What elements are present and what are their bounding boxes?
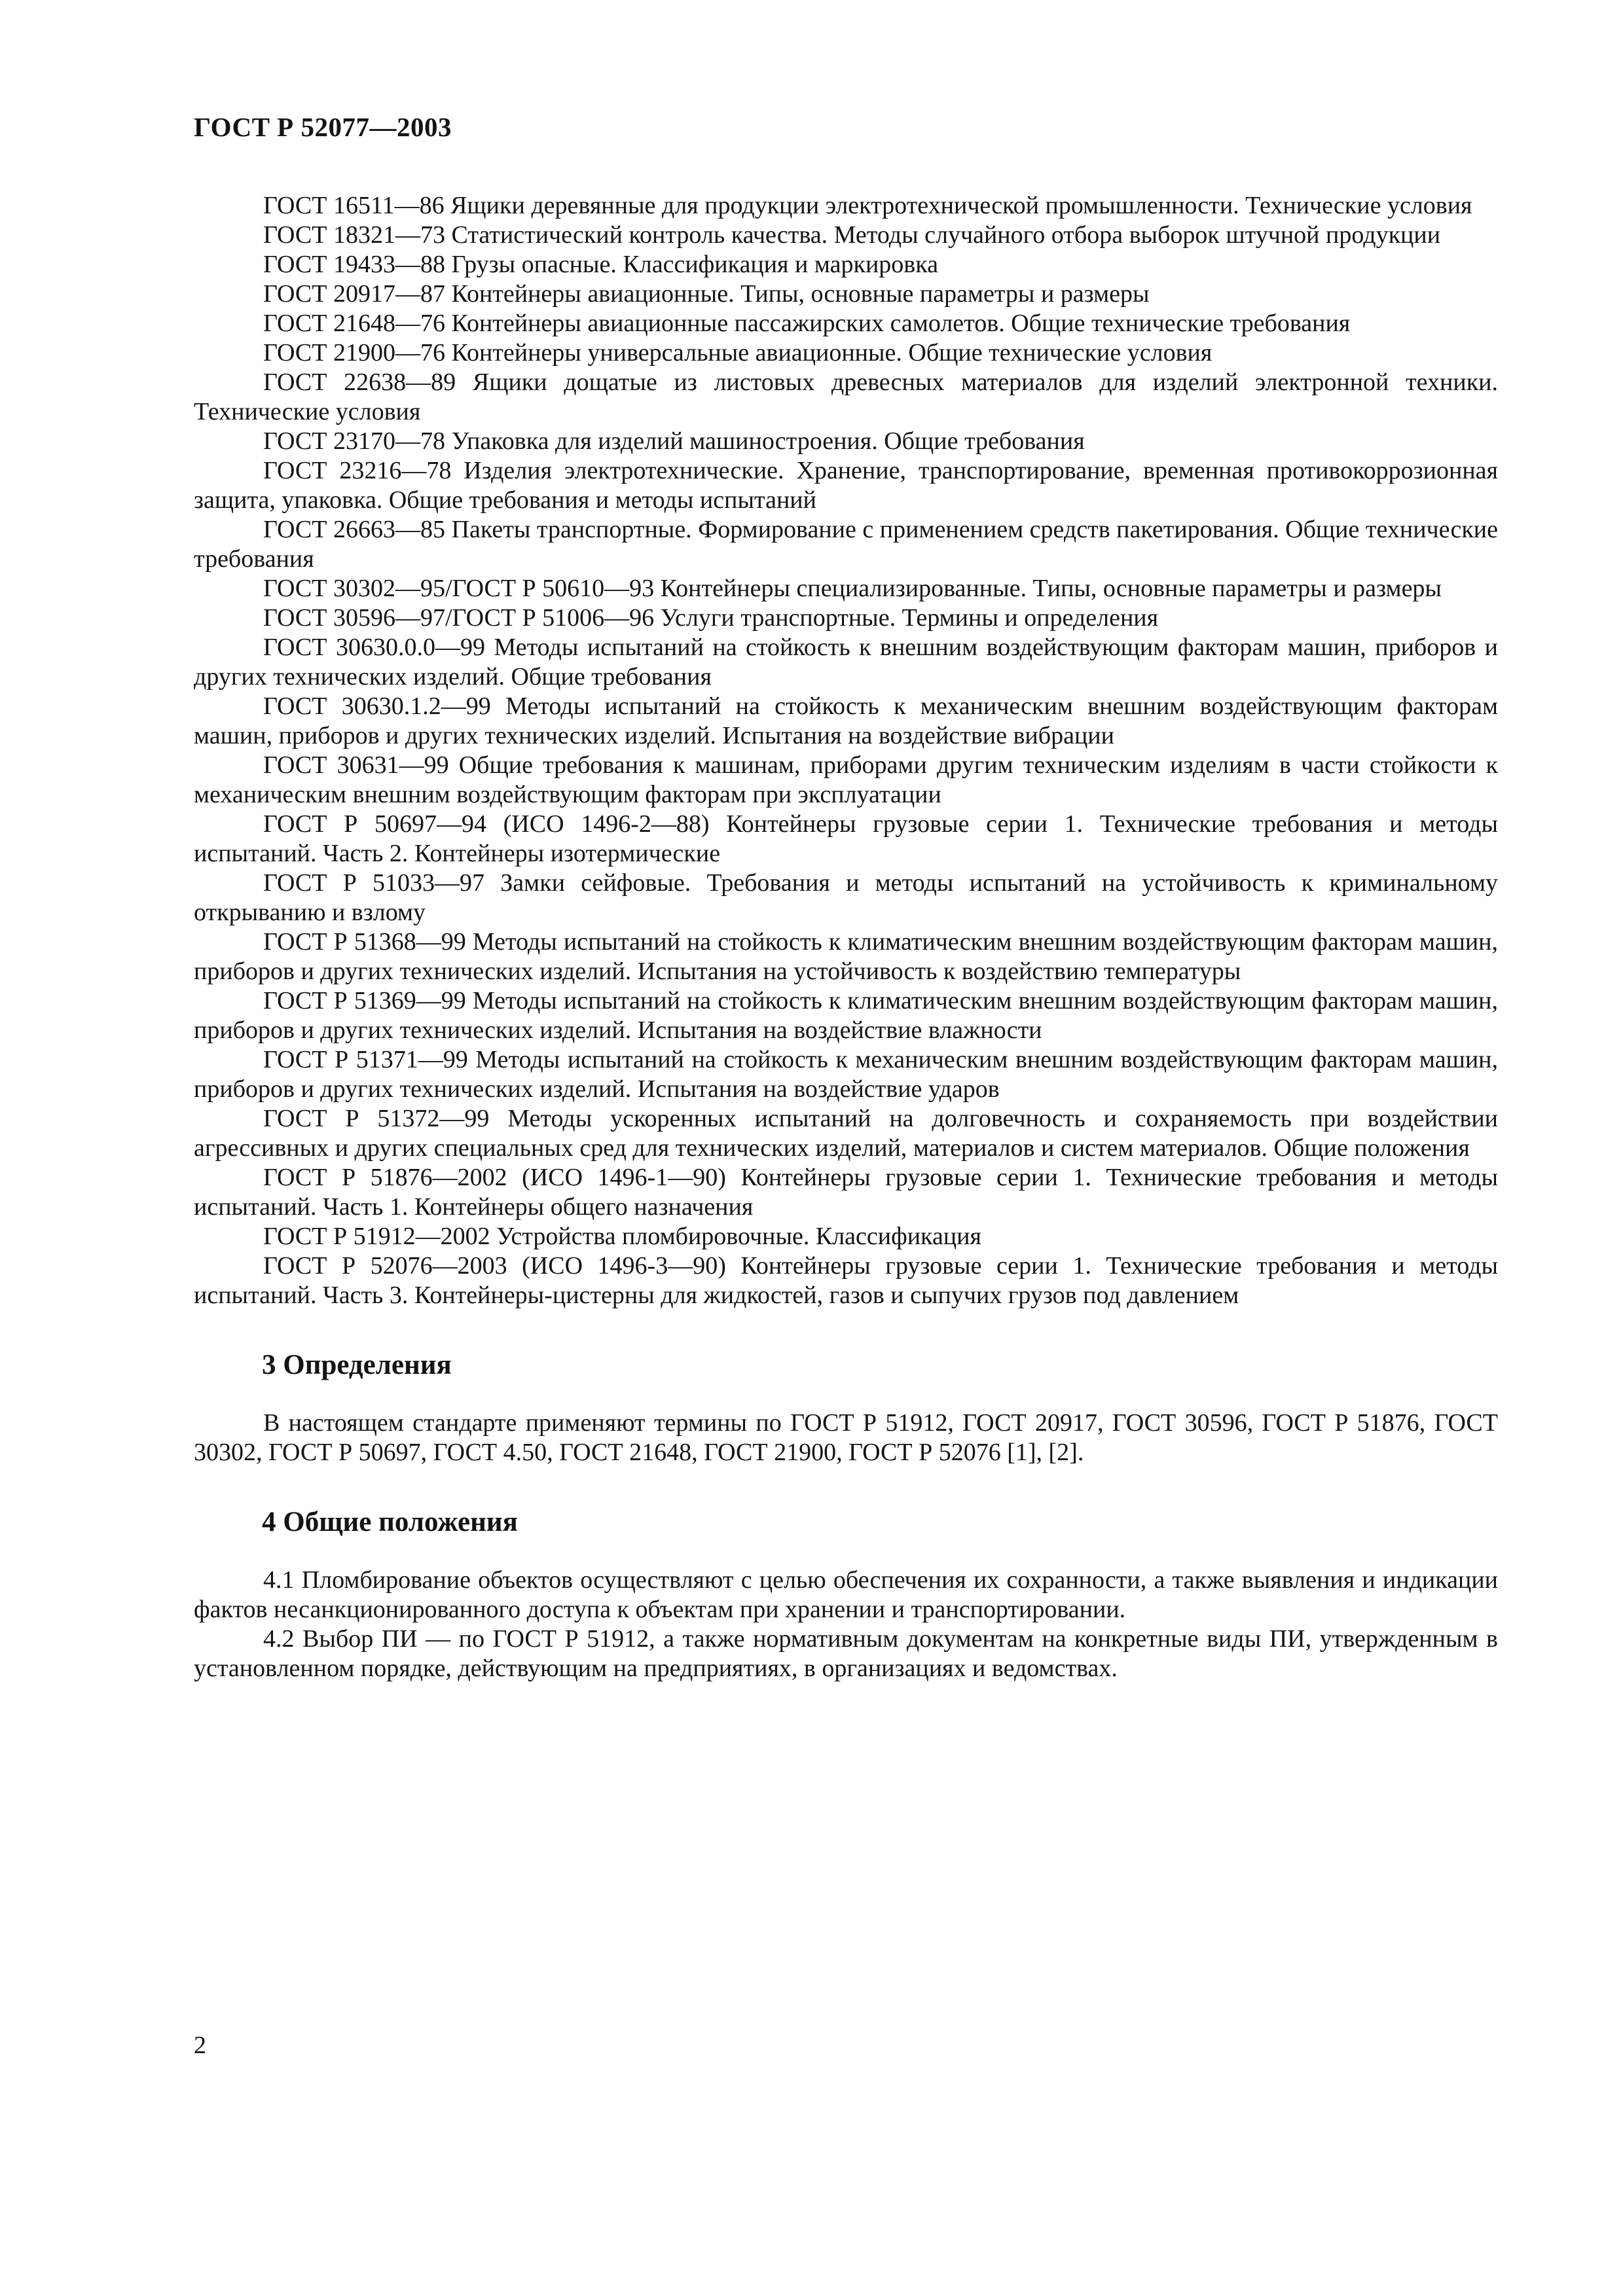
reference-code: ГОСТ 23216—78 bbox=[263, 457, 452, 484]
reference-text: Контейнеры грузовые серии 1. Технические требования и методы испытаний. Часть 3. Контейнеры-цистерны для жидкостей, газов и сыпучих грузов под давлением bbox=[194, 1252, 1498, 1309]
section-4-1-paragraph: 4.1 Пломбирование объектов осуществляют с целью обеспечения их сохранности, а также выявления и индикации фактов несанкционированного доступа к объектам при хранении и транспортировании. bbox=[194, 1566, 1498, 1623]
reference-code: ГОСТ 26663—85 bbox=[263, 516, 446, 543]
reference-item bbox=[194, 1251, 1498, 1310]
reference-item bbox=[194, 692, 1498, 751]
reference-item bbox=[194, 279, 1498, 309]
section-3-paragraph: В настоящем стандарте применяют термины по ГОСТ Р 51912, ГОСТ 20917, ГОСТ 30596, ГОСТ Р 51876, ГОСТ 30302, ГОСТ Р 50697, ГОСТ 4.50, ГОСТ 21648, ГОСТ 21900, ГОСТ Р 52076 [1], [2]. bbox=[194, 1409, 1498, 1466]
reference-text: Методы испытаний на стойкость к климатическим внешним воздействующим факторам машин, приборов и других технических изделий. Испытания на воздействие влажности bbox=[194, 987, 1499, 1044]
reference-item bbox=[194, 986, 1498, 1045]
reference-item bbox=[194, 221, 1498, 250]
reference-text: Упаковка для изделий машиностроения. Общие требования bbox=[451, 427, 1085, 455]
reference-text: Методы испытаний на стойкость к механическим внешним воздействующим факторам машин, приборов и других технических изделий. Испытания на воздействие ударов bbox=[194, 1046, 1499, 1103]
reference-item bbox=[194, 456, 1498, 515]
reference-text: Статистический контроль качества. Методы случайного отбора выборок штучной продукции bbox=[451, 221, 1441, 249]
page-number: 2 bbox=[194, 2032, 206, 2059]
reference-item bbox=[194, 810, 1498, 869]
reference-code: ГОСТ Р 51371—99 bbox=[263, 1046, 468, 1073]
reference-item bbox=[194, 1222, 1498, 1251]
reference-code: ГОСТ 30630.0.0—99 bbox=[263, 634, 485, 661]
reference-text: Изделия электротехнические. Хранение, транспортирование, временная противокоррозионная защита, упаковка. Общие требования и методы испытаний bbox=[194, 457, 1499, 514]
reference-item bbox=[194, 309, 1498, 338]
reference-code: ГОСТ 30302—95/ГОСТ Р 50610—93 bbox=[263, 575, 655, 602]
reference-text: Ящики деревянные для продукции электротехнической промышленности. Технические условия bbox=[450, 192, 1472, 219]
reference-item bbox=[194, 869, 1498, 927]
reference-item bbox=[194, 191, 1498, 221]
reference-item bbox=[194, 574, 1498, 603]
reference-code: ГОСТ Р 51369—99 bbox=[263, 987, 466, 1014]
reference-text: Ящики дощатые из листовых древесных материалов для изделий электронной техники. Технические условия bbox=[194, 368, 1498, 425]
reference-text: Устройства пломбировочные. Классификация bbox=[496, 1223, 981, 1250]
section-4-title: 4 Общие положения bbox=[262, 1507, 518, 1537]
reference-code: ГОСТ 30596—97/ГОСТ Р 51006—96 bbox=[263, 604, 655, 632]
reference-item bbox=[194, 603, 1498, 633]
reference-text: Грузы опасные. Классификация и маркировка bbox=[451, 251, 939, 278]
reference-code: ГОСТ 16511—86 bbox=[263, 192, 445, 219]
reference-code: ГОСТ 18321—73 bbox=[263, 221, 445, 249]
reference-text: Контейнеры универсальные авиационные. Общие технические условия bbox=[451, 339, 1213, 367]
reference-item bbox=[194, 1163, 1498, 1222]
reference-code: ГОСТ Р 51912—2002 bbox=[263, 1223, 490, 1250]
section-3-title: 3 Определения bbox=[262, 1350, 452, 1380]
reference-code: ГОСТ Р 51372—99 bbox=[263, 1105, 490, 1132]
reference-code: ГОСТ Р 51033—97 bbox=[263, 869, 485, 897]
reference-text: Методы ускоренных испытаний на долговечность и сохраняемость при воздействии агрессивных и других специальных сред для технических изделий, материалов и систем материалов. Общие положения bbox=[194, 1105, 1499, 1162]
reference-text: Контейнеры грузовые серии 1. Технические требования и методы испытаний. Часть 1. Контейнеры общего назначения bbox=[194, 1164, 1498, 1221]
reference-item bbox=[194, 927, 1498, 986]
reference-item bbox=[194, 427, 1498, 456]
reference-text: Общие требования к машинам, приборами другим техническим изделиям в части стойкости к механическим внешним воздействующим факторам при эксплуатации bbox=[194, 751, 1499, 808]
reference-item bbox=[194, 751, 1498, 810]
reference-code: ГОСТ 22638—89 bbox=[263, 368, 456, 396]
reference-text: Пакеты транспортные. Формирование с применением средств пакетирования. Общие технические требования bbox=[194, 516, 1499, 573]
reference-code: ГОСТ Р 50697—94 (ИСО 1496-2—88) bbox=[263, 810, 710, 838]
reference-code: ГОСТ 21900—76 bbox=[263, 339, 445, 367]
reference-code: ГОСТ Р 51368—99 bbox=[263, 928, 466, 956]
reference-item bbox=[194, 338, 1498, 368]
reference-item bbox=[194, 633, 1498, 692]
document-header: ГОСТ Р 52077—2003 bbox=[194, 112, 452, 142]
reference-item bbox=[194, 250, 1498, 279]
reference-code: ГОСТ Р 52076—2003 (ИСО 1496-3—90) bbox=[263, 1252, 726, 1280]
reference-code: ГОСТ 21648—76 bbox=[263, 310, 445, 337]
reference-text: Методы испытаний на стойкость к механическим внешним воздействующим факторам машин, приборов и других технических изделий. Испытания на воздействие вибрации bbox=[194, 692, 1499, 749]
reference-text: Контейнеры грузовые серии 1. Технические требования и методы испытаний. Часть 2. Контейнеры изотермические bbox=[194, 810, 1498, 867]
document-body bbox=[194, 191, 1498, 1683]
reference-code: ГОСТ 23170—78 bbox=[263, 427, 445, 455]
reference-code: ГОСТ 30631—99 bbox=[263, 751, 449, 779]
reference-code: ГОСТ 20917—87 bbox=[263, 280, 445, 308]
reference-text: Методы испытаний на стойкость к климатическим внешним воздействующим факторам машин, приборов и других технических изделий. Испытания на устойчивость к воздействию температуры bbox=[194, 928, 1499, 985]
references-list bbox=[194, 191, 1498, 1310]
reference-item bbox=[194, 1104, 1498, 1163]
reference-text: Контейнеры специализированные. Типы, основные параметры и размеры bbox=[660, 575, 1442, 602]
reference-item bbox=[194, 515, 1498, 574]
reference-text: Контейнеры авиационные пассажирских самолетов. Общие технические требования bbox=[451, 310, 1351, 337]
reference-text: Замки сейфовые. Требования и методы испытаний на устойчивость к криминальному открыванию и взлому bbox=[194, 869, 1498, 926]
reference-text: Услуги транспортные. Термины и определения bbox=[660, 604, 1159, 632]
reference-item bbox=[194, 1045, 1498, 1104]
reference-text: Контейнеры авиационные. Типы, основные параметры и размеры bbox=[451, 280, 1150, 308]
reference-code: ГОСТ 30630.1.2—99 bbox=[263, 692, 491, 720]
section-4-2-paragraph: 4.2 Выбор ПИ — по ГОСТ Р 51912, а также нормативным документам на конкретные виды ПИ, утвержденным в установленном порядке, действующим на предприятиях, в организациях и ведомствах. bbox=[194, 1625, 1498, 1682]
reference-code: ГОСТ 19433—88 bbox=[263, 251, 445, 278]
reference-code: ГОСТ Р 51876—2002 (ИСО 1496-1—90) bbox=[263, 1164, 726, 1191]
reference-item bbox=[194, 368, 1498, 427]
reference-text: Методы испытаний на стойкость к внешним воздействующим факторам машин, приборов и других технических изделий. Общие требования bbox=[194, 634, 1498, 691]
